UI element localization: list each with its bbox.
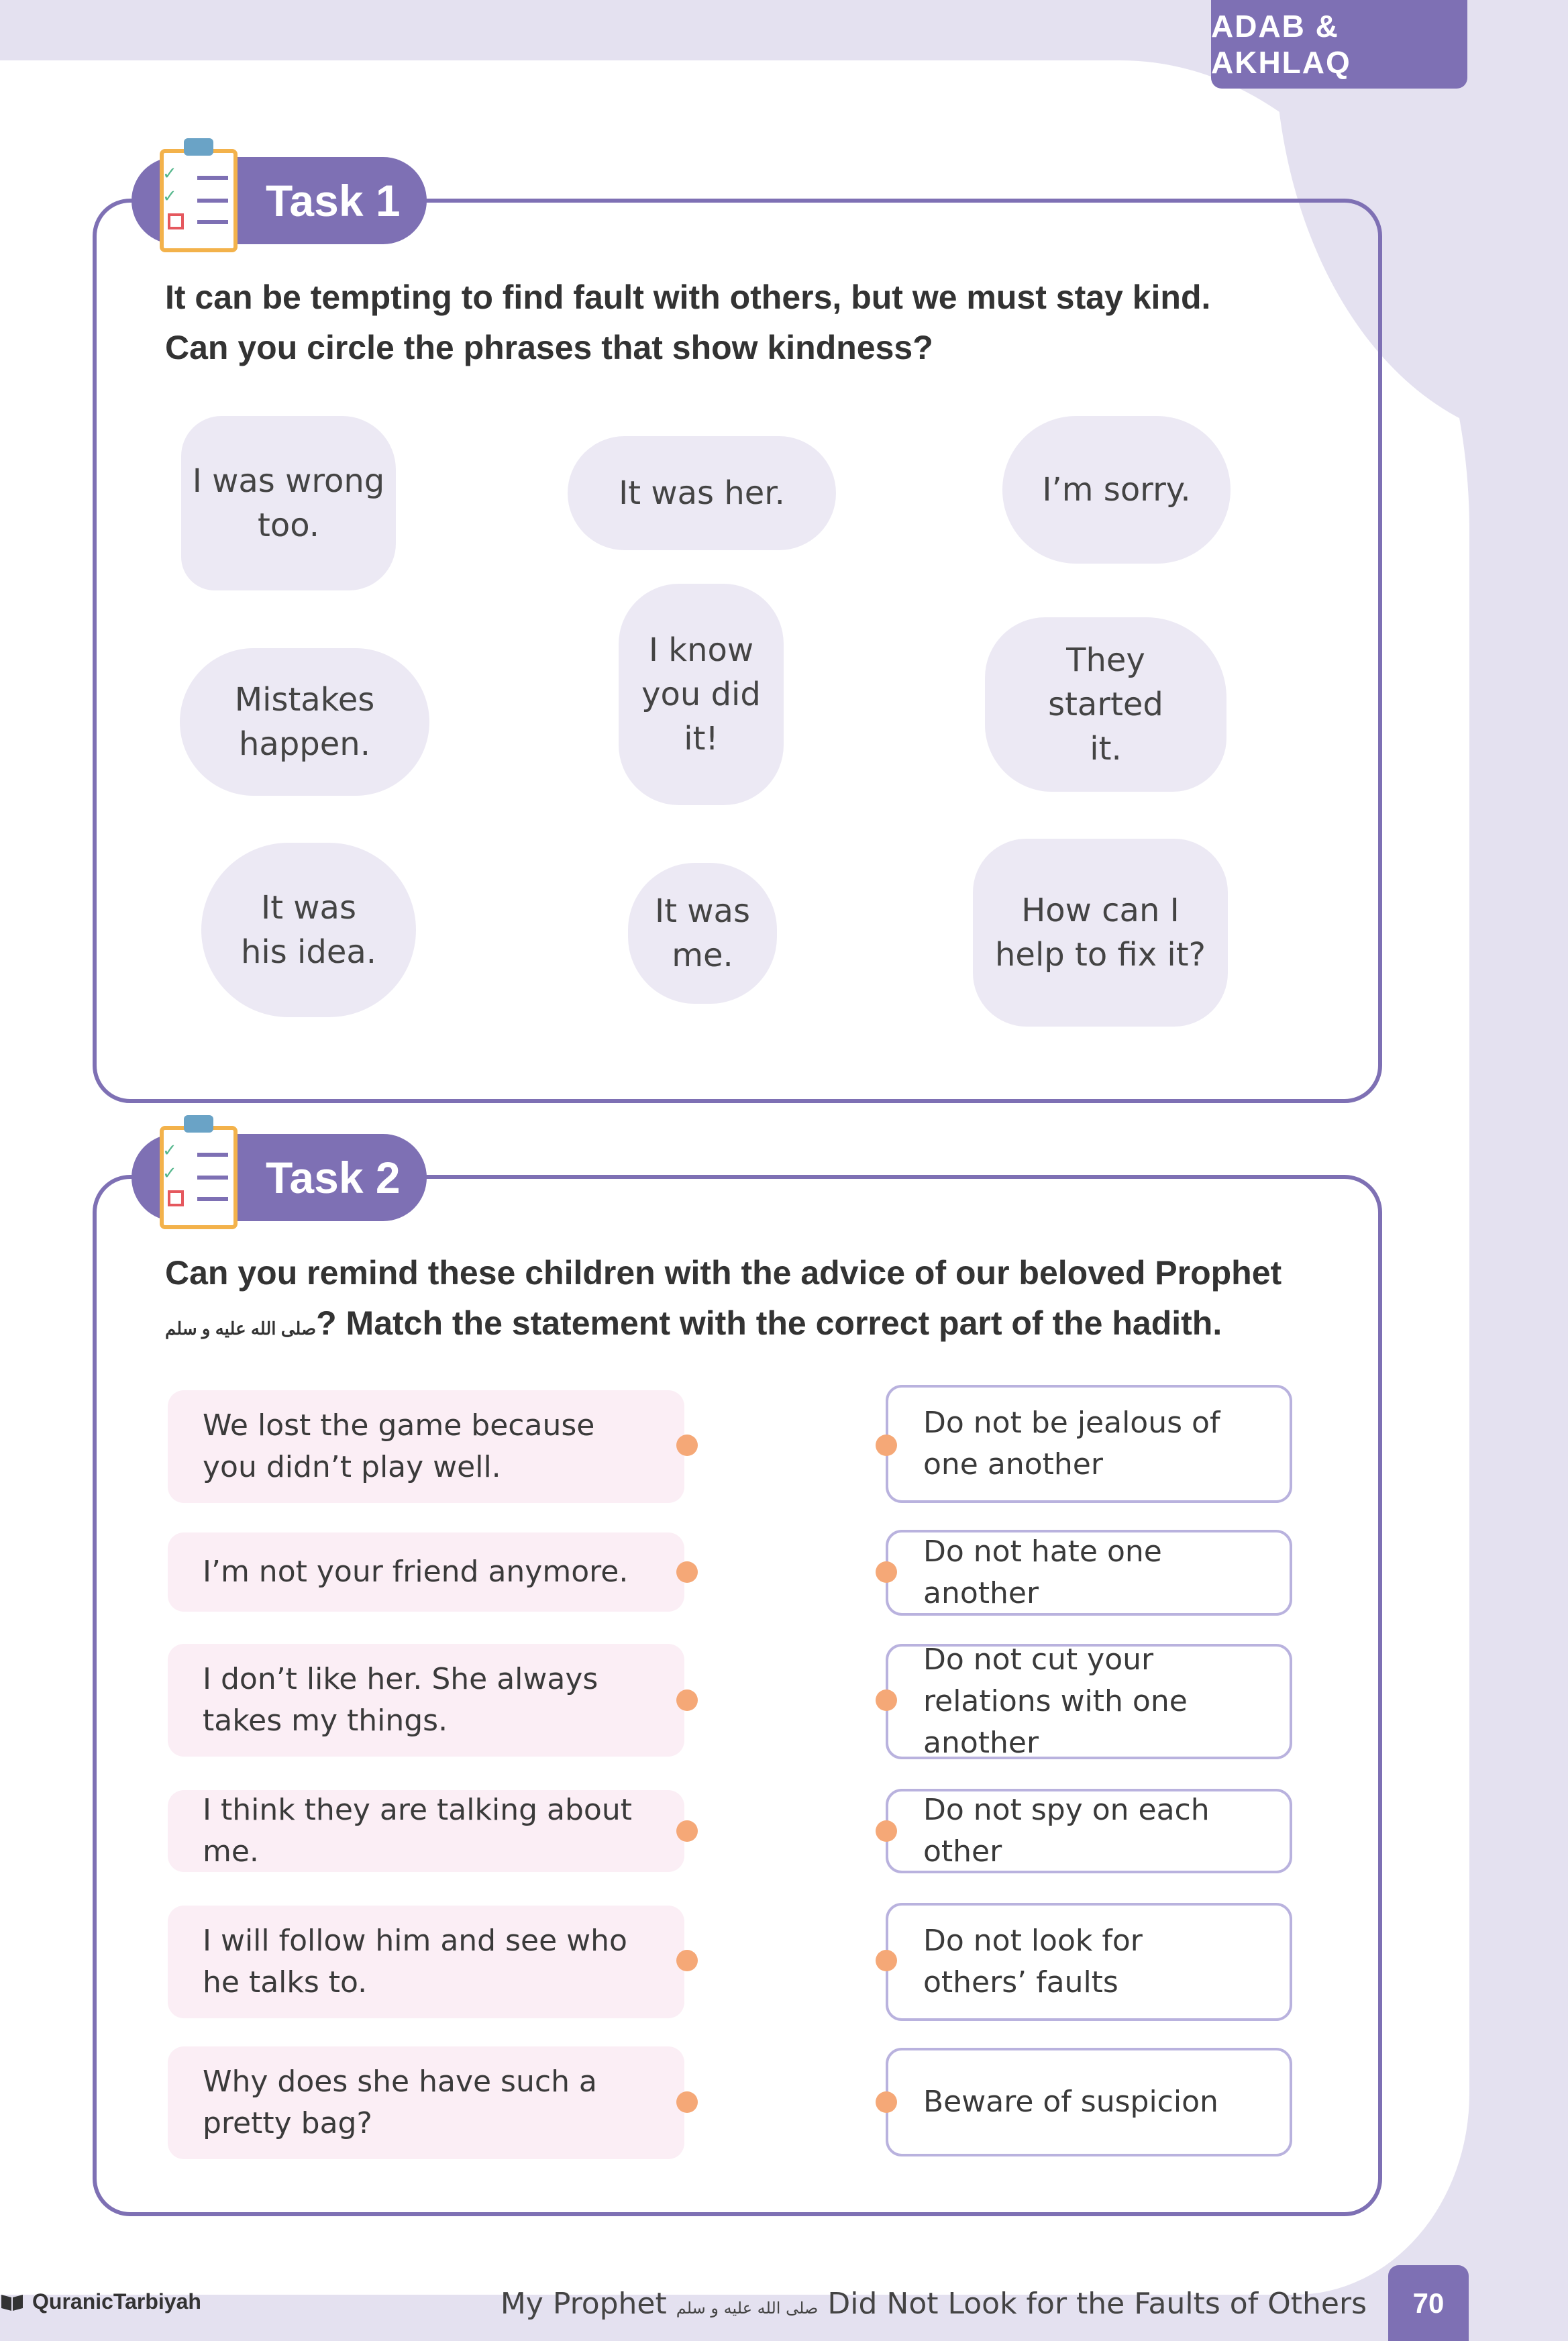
task1-instruction-line1: It can be tempting to find fault with others, but we must stay kind. bbox=[165, 278, 1211, 316]
phrase-bubble[interactable]: How can I help to fix it? bbox=[973, 839, 1228, 1027]
phrase-bubble[interactable]: It was her. bbox=[568, 436, 836, 550]
match-dot[interactable] bbox=[676, 1820, 698, 1842]
task1-title: Task 1 bbox=[266, 176, 401, 225]
task2-instruction-line2: صلى الله عليه و سلم? Match the statement with the correct part of the hadith. bbox=[165, 1304, 1222, 1342]
task2-title: Task 2 bbox=[266, 1153, 401, 1202]
brand-logo bbox=[0, 2289, 201, 2314]
match-dot[interactable] bbox=[876, 1561, 897, 1583]
statement-card[interactable]: I’m not your friend anymore. bbox=[168, 1532, 684, 1612]
hadith-card[interactable]: Do not hate one another bbox=[886, 1530, 1292, 1616]
hadith-card[interactable]: Do not spy on each other bbox=[886, 1789, 1292, 1873]
hadith-card[interactable]: Do not be jealous of one another bbox=[886, 1385, 1292, 1503]
phrase-bubble[interactable]: I’m sorry. bbox=[1002, 416, 1231, 564]
match-dot[interactable] bbox=[676, 1689, 698, 1711]
task1-instructions bbox=[165, 272, 1210, 373]
task2-instruction-line1: Can you remind these children with the advice of our beloved Prophet bbox=[165, 1254, 1282, 1292]
statement-card[interactable]: We lost the game because you didn’t play well. bbox=[168, 1390, 684, 1503]
match-dot[interactable] bbox=[876, 2091, 897, 2113]
brand-name: QuranicTarbiyah bbox=[32, 2289, 201, 2313]
phrase-bubble[interactable]: I was wrong too. bbox=[181, 416, 396, 590]
match-dot[interactable] bbox=[676, 1561, 698, 1583]
match-dot[interactable] bbox=[676, 2091, 698, 2113]
hadith-card[interactable]: Beware of suspicion bbox=[886, 2048, 1292, 2156]
page-number: 70 bbox=[1388, 2265, 1469, 2341]
phrase-bubble[interactable]: They started it. bbox=[985, 617, 1226, 792]
clipboard-icon: ✓ ✓ bbox=[160, 1126, 238, 1229]
hadith-card[interactable]: Do not look for others’ faults bbox=[886, 1903, 1292, 2021]
statement-card[interactable]: I don’t like her. She always takes my things. bbox=[168, 1644, 684, 1757]
phrase-bubble[interactable]: It was his idea. bbox=[201, 843, 416, 1017]
phrase-bubble[interactable]: Mistakes happen. bbox=[180, 648, 429, 796]
phrase-bubble[interactable]: It was me. bbox=[628, 863, 777, 1004]
match-dot[interactable] bbox=[876, 1435, 897, 1456]
honorific: صلى الله عليه و سلم bbox=[165, 1318, 317, 1339]
match-dot[interactable] bbox=[876, 1689, 897, 1711]
phrase-bubble[interactable]: I know you did it! bbox=[619, 584, 784, 805]
honorific: صلى الله عليه و سلم bbox=[676, 2299, 819, 2318]
book-icon bbox=[0, 2292, 24, 2312]
task2-instructions bbox=[165, 1248, 1282, 1354]
statement-card[interactable]: I think they are talking about me. bbox=[168, 1790, 684, 1872]
section-tab: ADAB & AKHLAQ bbox=[1211, 0, 1467, 89]
hadith-card[interactable]: Do not cut your relations with one another bbox=[886, 1644, 1292, 1759]
task1-instruction-line2: Can you circle the phrases that show kindness? bbox=[165, 329, 933, 366]
clipboard-icon: ✓ ✓ bbox=[160, 149, 238, 252]
match-dot[interactable] bbox=[876, 1820, 897, 1842]
footer-title: My Prophet صلى الله عليه و سلم Did Not Look for the Faults of Others bbox=[500, 2287, 1367, 2321]
statement-card[interactable]: I will follow him and see who he talks to. bbox=[168, 1906, 684, 2018]
match-dot[interactable] bbox=[676, 1435, 698, 1456]
match-dot[interactable] bbox=[676, 1950, 698, 1971]
statement-card[interactable]: Why does she have such a pretty bag? bbox=[168, 2046, 684, 2159]
match-dot[interactable] bbox=[876, 1950, 897, 1971]
